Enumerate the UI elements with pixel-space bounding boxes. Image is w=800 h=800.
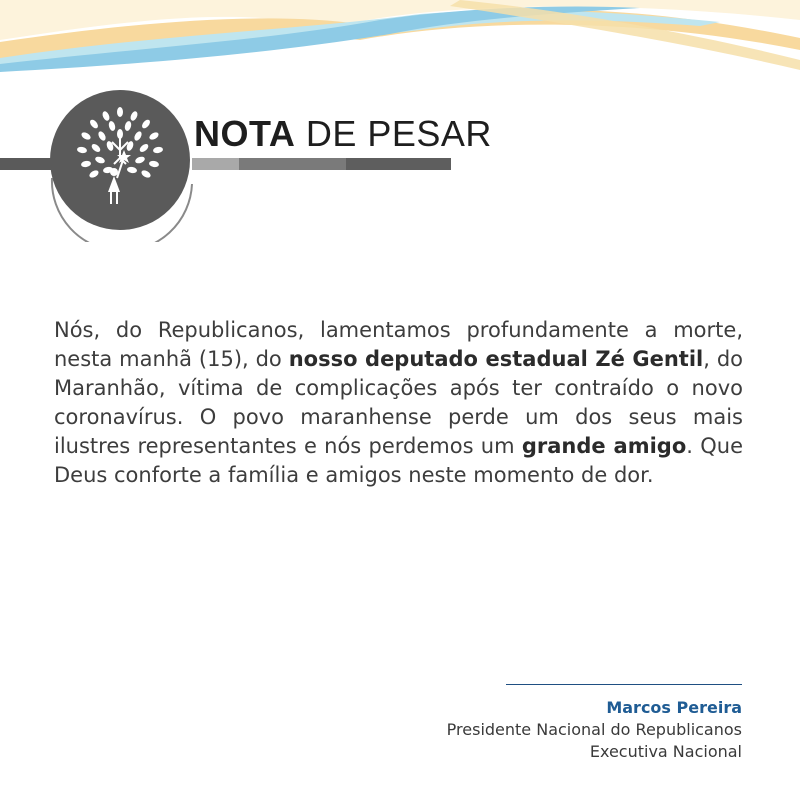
message-highlight: nosso deputado estadual Zé Gentil bbox=[288, 347, 704, 371]
message-text: Nós, do Republicanos, lamentamos profundamente a morte, nesta manhã (15), do bbox=[54, 318, 743, 371]
message-text: , do Maranhão, vítima de complicações após ter contraído o novo coronavírus. O povo maranhense perde um dos seus mais ilustres representantes e nós perdemos um bbox=[54, 347, 743, 458]
signature-block bbox=[447, 697, 742, 763]
page-title bbox=[194, 112, 492, 156]
title-rest: DE PESAR bbox=[295, 113, 492, 154]
signature-line bbox=[506, 684, 742, 685]
tree-with-girl-icon bbox=[44, 88, 198, 242]
top-wave-decoration bbox=[0, 0, 800, 80]
message-text: . Que Deus conforte a família e amigos neste momento de dor. bbox=[54, 434, 743, 487]
signer-name: Marcos Pereira bbox=[606, 698, 742, 717]
header-rule-segment bbox=[346, 158, 451, 170]
header-rule-segment bbox=[192, 158, 239, 170]
signer-organization: Executiva Nacional bbox=[589, 742, 742, 761]
message-highlight: grande amigo bbox=[521, 434, 687, 458]
title-bold: NOTA bbox=[194, 113, 296, 154]
condolence-message bbox=[54, 316, 743, 490]
header-rule-segment bbox=[239, 158, 346, 170]
signer-role: Presidente Nacional do Republicanos bbox=[446, 720, 742, 739]
